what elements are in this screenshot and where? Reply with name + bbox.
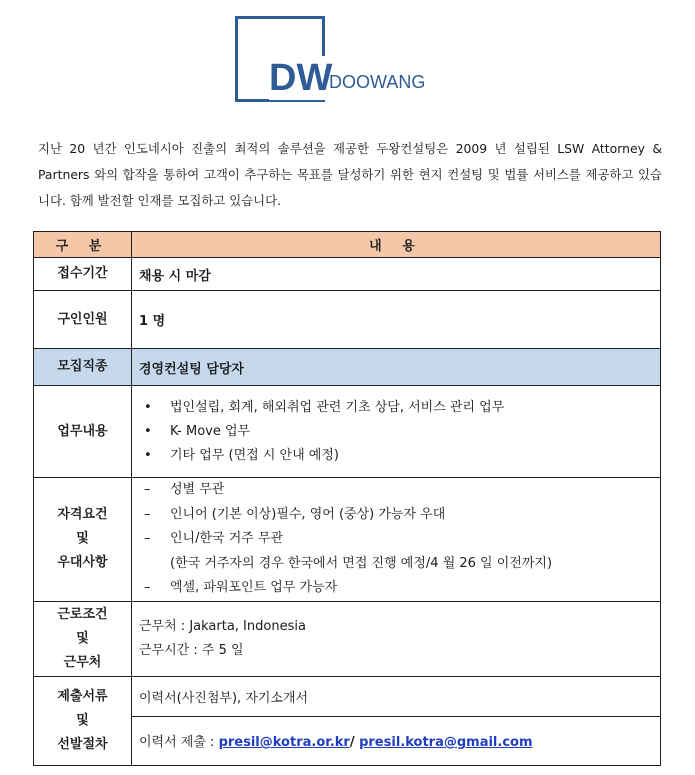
documents-value: 이력서(사진첨부), 자기소개서 (132, 676, 661, 716)
table-row (34, 601, 661, 676)
email-separator: / (349, 735, 360, 750)
position-value: 경영컨설팅 담당자 (132, 349, 661, 386)
conditions-label: 근로조건 및 근무처 (34, 601, 132, 676)
email-link-gmail[interactable]: presil.kotra@gmail.com (359, 735, 533, 750)
list-item: – 성별 무관 (144, 478, 660, 503)
header-content: 내 용 (132, 232, 661, 258)
submission-label: 제출서류 및 선발절차 (34, 676, 132, 765)
requirements-label: 자격요건 및 우대사항 (34, 478, 132, 602)
work-hours: 근무시간 : 주 5 일 (139, 642, 244, 658)
requirements-list (132, 478, 660, 601)
conditions-content (132, 601, 661, 676)
headcount-value: 1 명 (132, 291, 661, 349)
job-posting-table (33, 231, 661, 766)
logo-mark: DW (269, 57, 333, 99)
list-item: – 엑셀, 파워포인트 업무 가능자 (144, 576, 660, 601)
table-row (34, 258, 661, 291)
company-logo (235, 16, 426, 108)
duties-content (132, 386, 661, 478)
table-row (34, 478, 661, 602)
list-item: (한국 거주자의 경우 한국에서 면접 진행 예정/4 월 26 일 이전까지) (170, 555, 553, 571)
submit-contact (132, 716, 661, 765)
duties-list (132, 396, 660, 468)
header-category: 구 분 (34, 232, 132, 258)
submit-prefix: 이력서 제출 : (139, 735, 219, 750)
table-row (34, 349, 661, 386)
requirements-content (132, 478, 661, 602)
duties-label: 업무내용 (34, 386, 132, 478)
headcount-label: 구인인원 (34, 291, 132, 349)
list-item: • 법인설립, 회계, 해외취업 관련 기초 상담, 서비스 관리 업무 (144, 396, 660, 420)
table-row (34, 676, 661, 716)
logo-wordmark: DOOWANG (329, 72, 426, 92)
intro-paragraph: 지난 20 년간 인도네시아 진출의 최적의 솔루션을 제공한 두왕컨설팅은 2009 년 설립된 LSW Attorney & Partners 와의 합작을 통하여 고객이 추구하는 목표를 달성하기 위한 현지 컨설팅 및 법률 서비스를 제공하고 있습니다. 함께 발전할 인재를 모집하고 있습니다. (38, 141, 662, 208)
position-label: 모집직종 (34, 349, 132, 386)
period-label: 접수기간 (34, 258, 132, 291)
period-value: 채용 시 마감 (132, 258, 661, 291)
list-item: – 인니/한국 거주 무관 (144, 527, 660, 552)
list-item: – 인니어 (기본 이상)필수, 영어 (중상) 가능자 우대 (144, 503, 660, 528)
list-item: • K- Move 업무 (144, 420, 660, 444)
list-item: • 기타 업무 (면접 시 안내 예정) (144, 444, 660, 468)
work-location: 근무처 : Jakarta, Indonesia (139, 618, 306, 634)
table-row (34, 291, 661, 349)
table-header-row (34, 232, 661, 258)
email-link-kotra[interactable]: presil@kotra.or.kr (218, 735, 350, 750)
table-row (34, 386, 661, 478)
